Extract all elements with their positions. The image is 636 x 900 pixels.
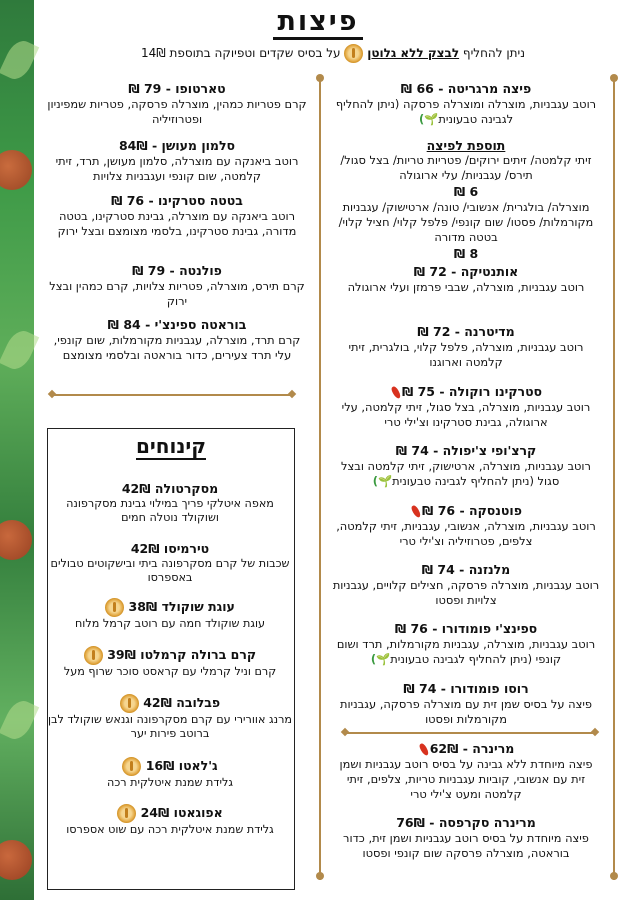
right-separator (345, 732, 595, 734)
addons-heading: תוספת לפיצה (426, 138, 506, 153)
menu-item (332, 502, 600, 549)
pizza-addons (332, 138, 600, 262)
menu-item (332, 80, 600, 127)
gluten-free-icon (117, 804, 136, 823)
item-name: מלנזנה - 74 ₪ (421, 562, 511, 577)
item-name: רוסו פומודורו - 74 ₪ (403, 681, 529, 696)
dessert-item (48, 540, 292, 585)
item-desc: רוטב עגבניות, מוצרלה, ארטישוק, זיתי קלמטה ובצל סגול (ניתן להחליף לגבינה טבעונית (341, 459, 591, 488)
item-name: מדיטרנה - 72 ₪ (417, 324, 515, 339)
leaf-decoration (0, 326, 39, 373)
dessert-desc: עוגת שוקולד חמה עם רוטב קרמל מלוח (74, 617, 266, 630)
item-desc: רוטב עגבניות, מוצרלה, פלפל קלוי, בולגרית, זיתי קלמטה וארוגנו (348, 340, 584, 369)
chili-icon (390, 385, 402, 399)
menu-item (46, 262, 308, 309)
item-desc: רוטב עגבניות, מוצרלה, בצל סגול, זיתי קלמטה, עלי ארוגולה, גבינת סטרקינו וצ'ילי טרי (341, 400, 591, 429)
addons-price-1: 6 ₪ (453, 184, 479, 199)
menu-item (46, 316, 308, 363)
menu-item (332, 620, 600, 667)
dessert-desc: מאפה איטלקי פריך במילוי גבינת מסקרפונה ושוקולד נוטלה חמים (66, 497, 274, 524)
center-rail-line (319, 80, 321, 880)
item-name: ספינצ'י פומודורו - 76 ₪ (394, 621, 538, 636)
item-desc: רוטב עגבניות, מוצרלה פרסקה, חצילים קלויים, עגבניות צלויות ופסטו (332, 578, 600, 607)
item-desc: רוטב עגבניות, מוצרלה ומוצרלה פרסקה (ניתן להחליף לגבינה טבעונית (335, 97, 597, 126)
dessert-name: עוגת שוקולד 38₪ (128, 599, 235, 614)
right-rail-line (613, 80, 615, 880)
item-desc: רוטב ביאנקה עם מוצרלה, גבינת סטרקינו, בטטה מדורה, גבינת סטרקינו, בלסמי מצומצם ובצל ירוק (57, 209, 297, 238)
separator-dot (341, 728, 349, 736)
vegan-leaf-icon: 🌱) (372, 474, 393, 488)
item-name: בוראטה ספינצ'י - 84 ₪ (107, 317, 247, 332)
item-name: מרינרה - 62₪ (429, 741, 515, 756)
menu-item (332, 323, 600, 370)
dessert-item (48, 804, 292, 837)
tomato-decoration (0, 520, 32, 560)
dessert-item (48, 480, 292, 525)
item-desc: רוטב עגבניות, מוצרלה, אנשובי, עגבניות, זיתי קלמטה, צלפים, פטרוזיליה וצ'ילי טרי (336, 519, 596, 548)
vegan-leaf-icon: 🌱) (370, 652, 391, 666)
item-desc: רוטב עגבניות, מוצרלה, עגבניות מקורמלות, תרד ושום קונפי (ניתן להחליף לגבינה טבעונית (336, 637, 596, 666)
decorative-green-border (0, 0, 34, 900)
separator-dot (591, 728, 599, 736)
dessert-item (48, 694, 292, 741)
item-desc: פיצה מיוחדת ללא גבינה על בסיס רוטב עגבניות ושמן זית עם אנשובי, קוביות עגבניות טריות, צלפים, זיתי קלמטה ומעט צ'ילי טרי (339, 757, 593, 801)
dessert-desc: קרם וניל קרמלי עם קראסט סוכר שרוף מעל (63, 665, 277, 678)
rail-dot (610, 74, 618, 82)
dessert-desc: גלידת שמנת איטלקית רכה עם שוט אספרסו (66, 823, 274, 836)
dessert-item (48, 757, 292, 790)
tomato-decoration (0, 840, 32, 880)
gluten-free-icon (120, 694, 139, 713)
menu-item (332, 263, 600, 295)
item-desc: פיצה מיוחדת על בסיס רוטב עגבניות ושמן זית, כדור בוראטה, מוצרלה פרסקה שום קונפי ופסטו (343, 831, 589, 860)
menu-item (332, 383, 600, 430)
rail-dot (610, 872, 618, 880)
item-desc: קרם תרד, מוצרלה, עגבניות מקורמלות, שום קונפי, עלי תרד צעירים, כדור בוראטה ובלסמי מצומצם (53, 333, 301, 362)
item-name: סטרקינו רוקולה - 75 ₪ (401, 384, 543, 399)
menu-item (46, 192, 308, 239)
item-name: פיצה מרגריטה - 66 ₪ (400, 81, 532, 96)
leaf-decoration (0, 36, 39, 83)
menu-item (332, 814, 600, 861)
item-desc: פיצה על בסיס שמן זית עם מוצרלה פרסקה, עגבניות מקורמלות ופסטו (339, 697, 593, 726)
dessert-name: אפוגאטו 24₪ (140, 805, 223, 820)
item-name: פולנטה - 79 ₪ (132, 263, 222, 278)
item-name: מרינרה סקרפסה - 76₪ (396, 815, 536, 830)
left-separator (52, 394, 292, 396)
dessert-name: קרם ברולה קרמלטו 39₪ (107, 647, 257, 662)
dessert-name: פבלובה 42₪ (143, 695, 221, 710)
addons-group-2: מוצרלה/ בולגרית/ אנשובי/ טונה/ ארטישוק/ עגבניות מקורמלות/ פסטו/ שום קונפי/ פלפל קלוי/ חציל קלוי/ בטטה מדורה (338, 200, 594, 244)
item-name: טארטופו - 79 ₪ (128, 81, 226, 96)
dessert-desc: מרנג אוורירי עם קרם מסקרפונה וגנאש שוקולד לבן ברוטב פירות יער (48, 713, 292, 740)
menu-item (46, 80, 308, 127)
gluten-free-icon (105, 598, 124, 617)
item-name: אותנטיקה - 72 ₪ (413, 264, 519, 279)
dessert-item (48, 598, 292, 631)
item-name: בטטה סטרקינו - 76 ₪ (111, 193, 243, 208)
gluten-free-icon (84, 646, 103, 665)
vegan-leaf-icon: 🌱) (418, 112, 439, 126)
menu-item (332, 740, 600, 802)
separator-dot (288, 390, 296, 398)
addons-price-2: 8 ₪ (453, 246, 479, 261)
menu-item (332, 680, 600, 727)
item-desc: רוטב עגבניות, מוצרלה, שבבי פרמזן ועלי ארוגולה (347, 280, 585, 294)
leaf-decoration (0, 696, 39, 743)
dessert-item (48, 646, 292, 679)
desserts-title: קינוחים (135, 434, 207, 458)
menu-item (332, 561, 600, 608)
menu-item (332, 442, 600, 489)
item-desc: רוטב ביאנקה עם מוצרלה, סלמון מעושן, תרד, זיתי קלמטה, שום קונפי ועגבניות צלויות (55, 154, 299, 183)
chili-icon (418, 742, 430, 756)
gluten-free-icon (344, 44, 363, 63)
dessert-name: מסקרטולה 42₪ (121, 481, 219, 496)
item-name: קרצ'ופי צ'יפולה - 74 ₪ (395, 443, 537, 458)
item-name: סלמון מעושן - 84₪ (118, 138, 236, 153)
item-name: פוטנסקה - 76 ₪ (422, 503, 522, 518)
menu-item (46, 137, 308, 184)
gluten-free-icon (122, 757, 141, 776)
rail-dot (316, 74, 324, 82)
dessert-name: ג'לאטו 16₪ (145, 758, 218, 773)
dessert-desc: גלידת שמנת איטלקית רכה (107, 776, 233, 789)
addons-group-1: זיתי קלמטה/ זיתים ירוקים/ פטריות טריות/ בצל סגול/ תירס/ עגבניות/ עלי ארוגולה (340, 153, 592, 182)
separator-dot (48, 390, 56, 398)
dessert-name: טירמיסו 42₪ (130, 541, 210, 556)
gluten-free-note: ניתן להחליף לבצק ללא גלוטן על בסיס שקדים וטפיוקה בתוספת 14₪ (40, 44, 626, 63)
item-desc: קרם פטריות כמהין, מוצרלה פרסקה, פטריות שמפיניון ופטרוזיליה (47, 97, 307, 126)
chili-icon (410, 504, 422, 518)
page-title: פיצות (0, 6, 636, 37)
tomato-decoration (0, 150, 32, 190)
dessert-desc: שכבות של קרם מסקרפונה ביתי ובישקוטים טבולים באספרסו (50, 557, 290, 584)
rail-dot (316, 872, 324, 880)
item-desc: קרם תירס, מוצרלה, פטריות צלויות, קרם כמהין ובצל ירוק (49, 279, 305, 308)
